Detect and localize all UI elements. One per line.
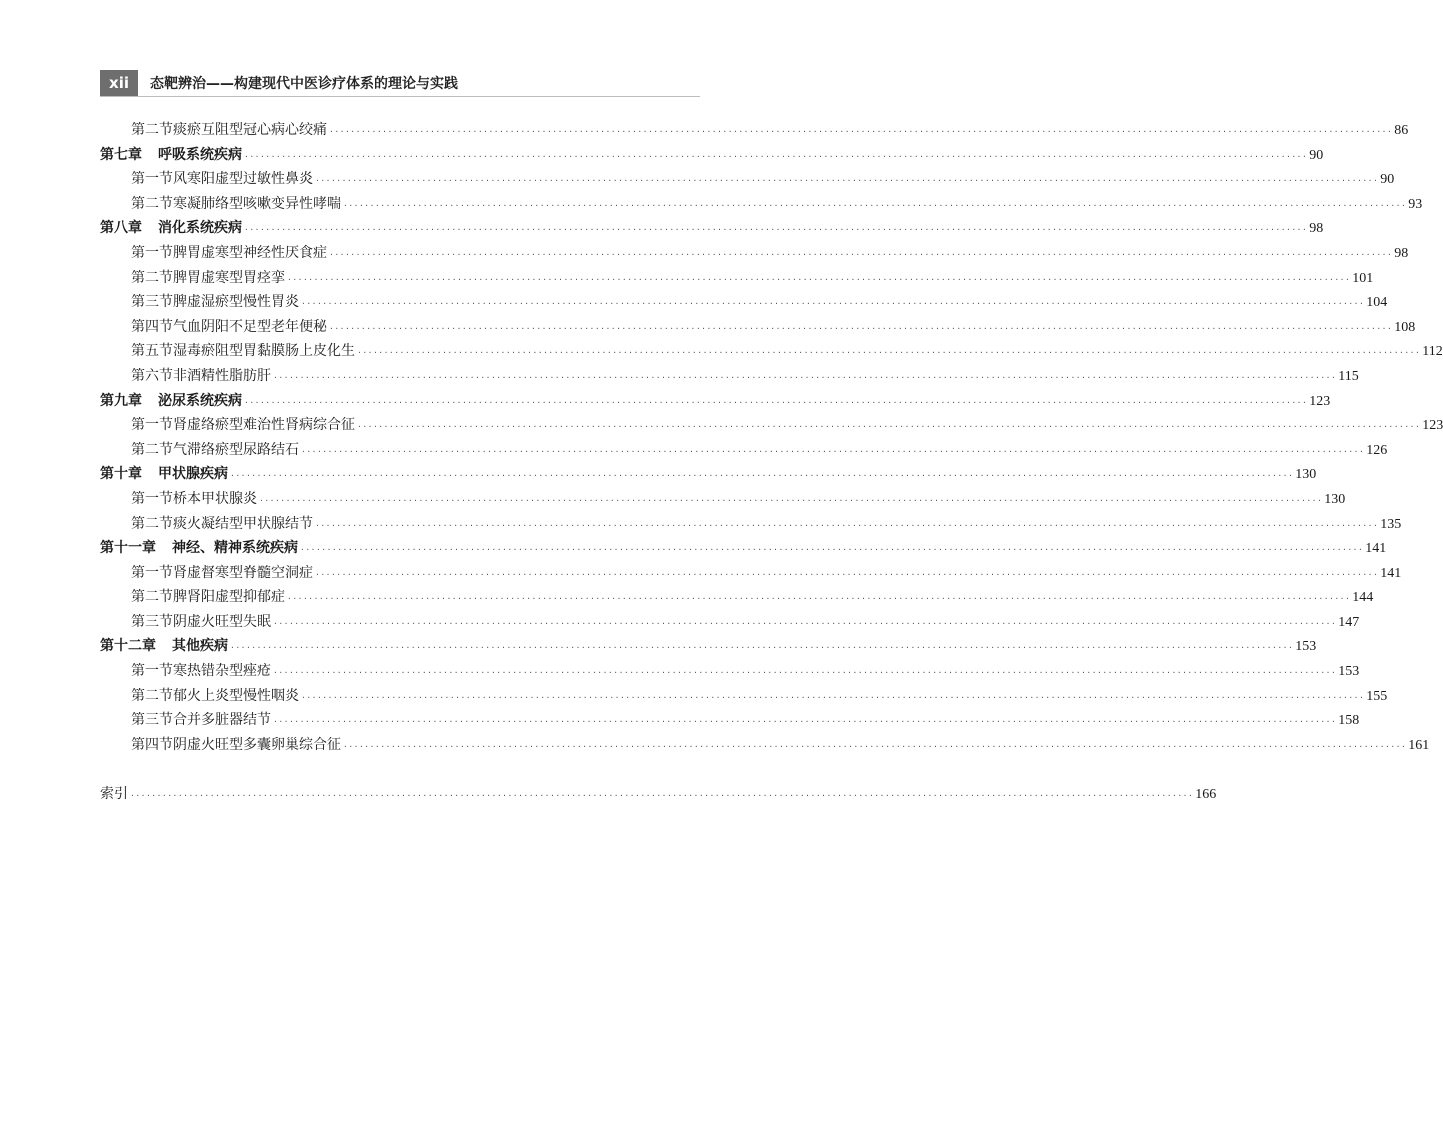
page-number: 108	[1394, 319, 1416, 335]
section-title: 寒热错杂型痤疮	[173, 663, 271, 680]
toc-entry-section[interactable]	[100, 192, 1423, 217]
page-number: 147	[1338, 614, 1360, 630]
page-number: 166	[1195, 787, 1217, 803]
section-title: 寒凝肺络型咳嗽变异性哮喘	[173, 195, 341, 212]
toc-entry-chapter[interactable]	[100, 536, 1387, 561]
page-number: 86	[1394, 123, 1409, 138]
page-number: 123	[1309, 393, 1331, 409]
section-title: 脾肾阳虚型抑郁症	[173, 589, 285, 606]
dot-leader: ········································································································································································································	[301, 299, 1365, 309]
table-of-contents	[100, 118, 1443, 807]
section-number: 第一节	[131, 663, 173, 680]
dot-leader: ········································································································································································································	[357, 348, 1421, 358]
page-number: 126	[1366, 442, 1388, 458]
page-number: 104	[1366, 295, 1388, 311]
section-title: 郁火上炎型慢性咽炎	[173, 687, 299, 704]
section-number: 第二节	[131, 687, 173, 704]
toc-entry-section[interactable]	[100, 610, 1360, 635]
page-number: 141	[1380, 565, 1402, 581]
toc-entry-section[interactable]	[100, 266, 1374, 291]
dot-leader: ········································································································································································································	[301, 446, 1365, 456]
index-title: 索引	[100, 786, 128, 803]
toc-entry-section[interactable]	[100, 315, 1416, 340]
section-title: 气滞络瘀型尿路结石	[173, 441, 299, 458]
dot-leader: ········································································································································································································	[244, 397, 1308, 407]
toc-entry-section[interactable]	[100, 684, 1388, 709]
section-number: 第三节	[131, 294, 173, 311]
chapter-title: 神经、精神系统疾病	[172, 540, 298, 557]
page-number: 93	[1408, 196, 1423, 212]
dot-leader: ········································································································································································································	[273, 618, 1337, 628]
toc-entry-chapter[interactable]	[100, 216, 1324, 241]
section-number: 第二节	[131, 122, 173, 138]
section-number: 第五节	[131, 343, 173, 360]
toc-entry-chapter[interactable]	[100, 389, 1331, 414]
dot-leader: ········································································································································································································	[329, 323, 1393, 333]
page-number: 141	[1365, 541, 1387, 557]
section-number: 第二节	[131, 441, 173, 458]
section-number: 第二节	[131, 269, 173, 286]
dot-leader: ········································································································································································································	[315, 176, 1379, 186]
dot-leader: ········································································································································································································	[244, 151, 1308, 161]
section-number: 第一节	[131, 564, 173, 581]
page-number: 90	[1380, 172, 1395, 188]
dot-leader: ········································································································································································································	[329, 127, 1393, 136]
dot-leader: ········································································································································································································	[287, 274, 1351, 284]
dot-leader: ········································································································································································································	[287, 594, 1351, 604]
page-number: 161	[1408, 737, 1430, 753]
section-number: 第二节	[131, 589, 173, 606]
dot-leader: ········································································································································································································	[315, 569, 1379, 579]
toc-entry-section[interactable]	[100, 167, 1395, 192]
page-number: 130	[1324, 491, 1346, 507]
dot-leader: ········································································································································································································	[230, 643, 1294, 653]
section-title: 脾胃虚寒型胃痉挛	[173, 269, 285, 286]
section-title: 湿毒瘀阻型胃黏膜肠上皮化生	[173, 343, 355, 360]
toc-entry-section[interactable]	[100, 585, 1374, 610]
section-number: 第一节	[131, 171, 173, 188]
page-number: 130	[1295, 467, 1317, 483]
page-number: 112	[1422, 344, 1443, 360]
dot-leader: ········································································································································································································	[343, 741, 1407, 751]
toc-entry-section[interactable]	[100, 561, 1402, 586]
chapter-number: 第十二章	[100, 638, 156, 655]
page-number: 90	[1309, 147, 1324, 163]
dot-leader: ········································································································································································································	[230, 471, 1294, 481]
section-number: 第一节	[131, 490, 173, 507]
chapter-number: 第九章	[100, 392, 142, 409]
chapter-title: 其他疾病	[172, 638, 228, 655]
page-number: 153	[1338, 664, 1360, 680]
header-book-title: 态靶辨治——构建现代中医诊疗体系的理论与实践	[150, 76, 458, 92]
section-title: 脾胃虚寒型神经性厌食症	[173, 244, 327, 261]
section-number: 第一节	[131, 417, 173, 434]
section-title: 肾虚络瘀型难治性肾病综合征	[173, 417, 355, 434]
page-number: 101	[1352, 270, 1374, 286]
section-number: 第四节	[131, 318, 173, 335]
page-number: 135	[1380, 516, 1402, 532]
dot-leader: ········································································································································································································	[273, 372, 1337, 382]
toc-entry-chapter[interactable]	[100, 462, 1317, 487]
dot-leader: ········································································································································································································	[273, 717, 1337, 727]
toc-entry-section[interactable]	[100, 241, 1409, 266]
header-page-number: xii	[100, 70, 138, 96]
section-number: 第六节	[131, 367, 173, 384]
section-number: 第二节	[131, 515, 173, 532]
toc-entry-section[interactable]	[100, 659, 1360, 684]
chapter-title: 呼吸系统疾病	[158, 146, 242, 163]
chapter-title: 甲状腺疾病	[158, 466, 228, 483]
dot-leader: ········································································································································································································	[300, 545, 1364, 555]
section-title: 桥本甲状腺炎	[173, 490, 257, 507]
page-number: 123	[1422, 418, 1443, 434]
toc-entry-chapter[interactable]	[100, 143, 1324, 168]
toc-entry-chapter[interactable]	[100, 634, 1317, 659]
toc-entry-section[interactable]	[100, 512, 1402, 537]
dot-leader: ········································································································································································································	[273, 668, 1337, 678]
chapter-title: 泌尿系统疾病	[158, 392, 242, 409]
chapter-number: 第十一章	[100, 540, 156, 557]
section-title: 阴虚火旺型失眠	[173, 613, 271, 630]
chapter-number: 第十章	[100, 466, 142, 483]
dot-leader: ········································································································································································································	[301, 692, 1365, 702]
page-number: 158	[1338, 713, 1360, 729]
dot-leader: ········································································································································································································	[343, 200, 1407, 210]
section-number: 第四节	[131, 736, 173, 753]
dot-leader: ········································································································································································································	[244, 225, 1308, 235]
chapter-number: 第八章	[100, 220, 142, 237]
page-number: 115	[1338, 368, 1359, 384]
page-number: 155	[1366, 688, 1388, 704]
dot-leader: ········································································································································································································	[259, 495, 1323, 505]
section-title: 痰瘀互阻型冠心病心绞痛	[173, 122, 327, 138]
section-title: 非酒精性脂肪肝	[173, 367, 271, 384]
toc-entry-index[interactable]	[100, 782, 1217, 807]
chapter-title: 消化系统疾病	[158, 220, 242, 237]
section-number: 第三节	[131, 712, 173, 729]
toc-entry-section[interactable]	[100, 708, 1360, 733]
dot-leader: ········································································································································································································	[130, 791, 1194, 801]
section-number: 第三节	[131, 613, 173, 630]
section-title: 合并多脏器结节	[173, 712, 271, 729]
toc-entry-section[interactable]	[100, 290, 1388, 315]
chapter-number: 第七章	[100, 146, 142, 163]
section-title: 风寒阳虚型过敏性鼻炎	[173, 171, 313, 188]
section-number: 第一节	[131, 244, 173, 261]
toc-entry-section[interactable]	[100, 733, 1430, 758]
toc-entry-section[interactable]	[100, 339, 1443, 364]
section-title: 痰火凝结型甲状腺结节	[173, 515, 313, 532]
toc-entry-section[interactable]	[100, 487, 1346, 512]
dot-leader: ········································································································································································································	[329, 249, 1393, 259]
page-number: 98	[1394, 245, 1409, 261]
toc-entry-section[interactable]	[100, 438, 1388, 463]
section-title: 阴虚火旺型多囊卵巢综合征	[173, 736, 341, 753]
toc-entry-section[interactable]	[100, 413, 1443, 438]
page-number: 98	[1309, 221, 1324, 237]
page-number: 144	[1352, 590, 1374, 606]
section-title: 脾虚湿瘀型慢性胃炎	[173, 294, 299, 311]
dot-leader: ········································································································································································································	[357, 422, 1421, 432]
toc-entry-section[interactable]	[100, 118, 1409, 143]
section-title: 肾虚督寒型脊髓空洞症	[173, 564, 313, 581]
running-header	[100, 70, 700, 97]
toc-entry-section[interactable]	[100, 364, 1359, 389]
page-number: 153	[1295, 639, 1317, 655]
section-number: 第二节	[131, 195, 173, 212]
dot-leader: ········································································································································································································	[315, 520, 1379, 530]
section-title: 气血阴阳不足型老年便秘	[173, 318, 327, 335]
